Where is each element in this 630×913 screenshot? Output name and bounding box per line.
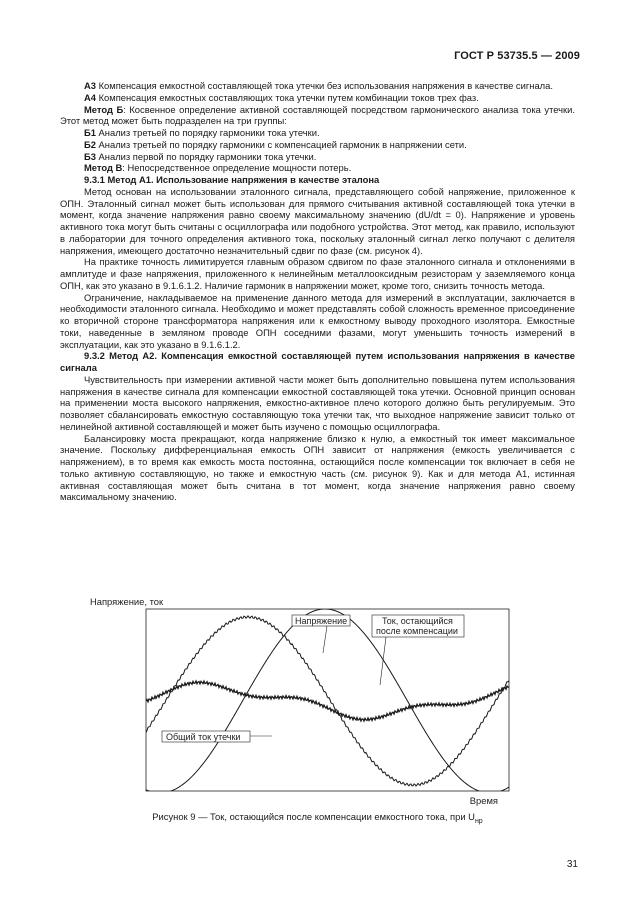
paragraph-b2: Б2 Анализ третьей по порядку гармоники с компенсацией гармоник в напряжении сети. [84, 138, 467, 150]
paragraph-a4: А4 Компенсация емкостных составляющих тока утечки путем комбинации токов трех фаз. [84, 91, 479, 103]
page-body [60, 80, 575, 503]
paragraph-b3: Б3 Анализ первой по порядку гармоники тока утечки. [84, 150, 317, 162]
paragraph-931-2: На практике точность лимитируется главным образом сдвигом по фазе эталонного сигнала и отклонениями в амплитуде и фазе напряжения, приложенного к нелинейным металлооксидным резисторам у заземляемого конца ОПН, как это указано в 9.1.6.1.2. Наличие гармоник в напряжении может, кроме того, снизить точность метода. [60, 256, 575, 291]
label-b2: Б2 [84, 138, 96, 150]
paragraph-a3: А3 Компенсация емкостной составляющей тока утечки без использования напряжения в качестве сигнала. [84, 80, 553, 91]
figure-caption: Рисунок 9 — Ток, остающийся после компенсации емкостного тока, при $U_{нр}$ [152, 811, 483, 825]
label-method-v: Метод В [84, 162, 123, 174]
section-heading-931: 9.3.1 Метод А1. Использование напряжения в качестве эталона [84, 174, 380, 185]
page-number: 31 [566, 859, 578, 870]
residual-pointer [380, 637, 386, 685]
label-a4: А4 [84, 91, 96, 103]
voltage-label: Напряжение [295, 616, 348, 626]
paragraph-932-1: Чувствительность при измерении активной части может быть дополнительно повышена путем использования напряжения в качестве сигнала для компенсации емкостной составляющей тока утечки. Основной принцип основан на применении моста высокого напряжения, емкостно-активное плечо которого должно быть регулируемым. Это позволяет сбалансировать емкостную составляющую тока утечки так, что выходное напряжение зависит только от нелинейной активной составляющей и может быть изучено с помощью осциллографа. [60, 373, 575, 432]
paragraph-931-1: Метод основан на использовании эталонного сигнала, представляющего собой напряжение, приложенное к ОПН. Эталонный сигнал может быть использован для прямого считывания активной составляющей тока утечки в момент, когда значение напряжения равно своему максимальному значению (dU/dt = 0). Напряжение и уровень активного тока могут быть считаны с осциллографа или подобного устройства. Этот метод, как правило, используют в лаборатории для точного определения активного тока, поскольку эталонный сигнал легко получают с делителя напряжения, имеющего достаточно незначительный сдвиг по фазе (см. рисунок 4). [60, 185, 575, 256]
paragraph-method-v: Метод В: Непосредственное определение мощности потерь. [84, 162, 352, 174]
label-a3: А3 [84, 80, 96, 91]
label-b3: Б3 [84, 150, 96, 162]
y-axis-label: Напряжение, ток [90, 596, 164, 607]
total-label: Общий ток утечки [166, 732, 241, 742]
paragraph-932-2: Балансировку моста прекращают, когда напряжение близко к нулю, а емкостный ток имеет максимальное значение. Поскольку дифференциальная емкость ОПН зависит от напряжения (емкость увеличивается с напряжением), в то время как емкость моста постоянна, остающийся после компенсации ток включает в себя не только активную составляющую, но также и емкостную часть (см. рисунок 9). Как и для метода А1, истинная активная составляющая может быть считана в тот момент, когда значение напряжения равно своему максимальному значению. [60, 432, 575, 503]
residual-current-curve [146, 681, 509, 721]
label-b1: Б1 [84, 127, 96, 138]
voltage-pointer [323, 626, 327, 653]
paragraph-method-b: Метод Б: Косвенное определение активной составляющей посредством гармонического анализа тока утечки. Этот метод может быть подразделен на три группы: [60, 103, 575, 127]
figure-9-oscillogram [90, 595, 535, 807]
section-heading-932: 9.3.2 Метод А2. Компенсация емкостной составляющей путем использования напряжения в качестве сигнала [60, 350, 575, 373]
total-leakage-current-curve [146, 616, 509, 786]
residual-label-line1: Ток, остающийся [382, 616, 453, 626]
x-axis-label: Время [469, 795, 498, 806]
label-method-b: Метод Б [84, 103, 124, 115]
document-header: ГОСТ Р 53735.5 — 2009 [454, 50, 580, 62]
oscillogram-plot [90, 595, 535, 807]
paragraph-b1: Б1 Анализ третьей по порядку гармоники тока утечки. [84, 127, 320, 138]
residual-label-line2: после компенсации [376, 626, 458, 636]
paragraph-931-3: Ограничение, накладываемое на применение данного метода для измерений в эксплуатации, заключается в необходимости эталонного сигнала. Необходимо и может представлять собой сложность временное присоединение ко вторичной стороне трансформатора напряжения или к емкостному выводу проходного изолятора. Емкостные токи, наведенные в земляном проводе ОПН соседними фазами, могут уменьшить точность измерений в эксплуатации, как это указано в 9.1.6.1.2. [60, 291, 575, 350]
